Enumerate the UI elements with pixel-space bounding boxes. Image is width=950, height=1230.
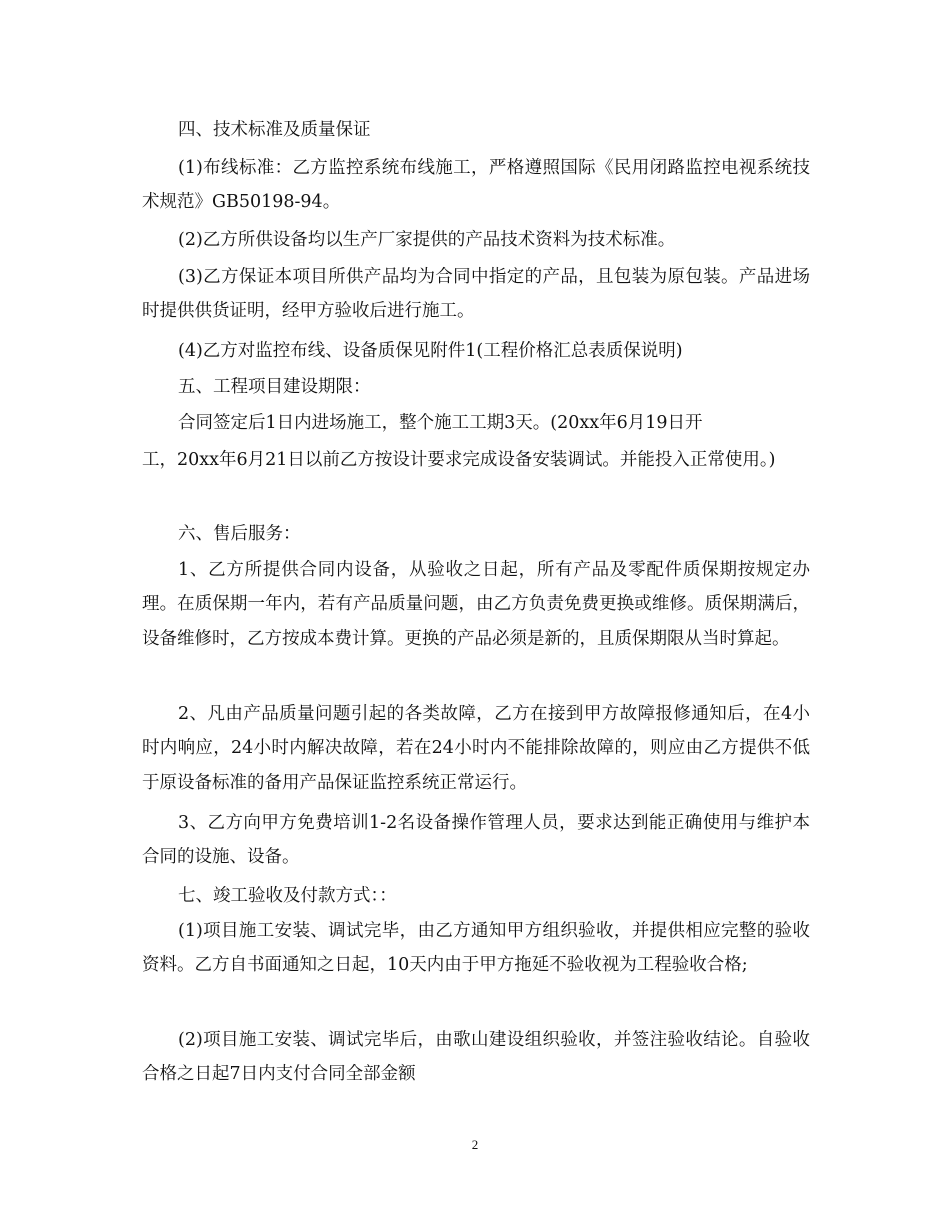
paragraph-product-guarantee: (3)乙方保证本项目所供产品均为合同中指定的产品，且包装为原包装。产品进场时提供供货证明，经甲方验收后进行施工。 bbox=[142, 267, 810, 322]
section-heading-acceptance-payment: 七、竣工验收及付款方式：： bbox=[178, 886, 397, 906]
paragraph-acceptance-procedure: (1)项目施工安装、调试完毕，由乙方通知甲方组织验收，并提供相应完整的验收资料。乙方自书面通知之日起，10天内由于甲方拖延不验收视为工程验收合格; bbox=[142, 921, 810, 976]
paragraph-construction-start: 合同签定后1日内进场施工，整个施工工期3天。(20xx年6月19日开 bbox=[178, 413, 703, 433]
paragraph-warranty-attachment: (4)乙方对监控布线、设备质保见附件1(工程价格汇总表质保说明) bbox=[178, 341, 683, 361]
paragraph-wiring-standard: (1)布线标准：乙方监控系统布线施工，严格遵照国际《民用闭路监控电视系统技术规范》GB50198-94。 bbox=[142, 158, 810, 213]
paragraph-after-sales-warranty: 1、乙方所提供合同内设备，从验收之日起，所有产品及零配件质保期按规定办理。在质保期一年内，若有产品质量问题，由乙方负责免费更换或维修。质保期满后，设备维修时，乙方按成本费计算。更换的产品必须是新的，且质保期限从当时算起。 bbox=[142, 560, 810, 649]
paragraph-fault-response: 2、凡由产品质量问题引起的各类故障，乙方在接到甲方故障报修通知后，在4小时内响应，24小时内解决故障，若在24小时内不能排除故障的，则应由乙方提供不低于原设备标准的备用产品保证监控系统正常运行。 bbox=[142, 704, 810, 793]
paragraph-construction-completion: 工，20xx年6月21日以前乙方按设计要求完成设备安装调试。并能投入正常使用。) bbox=[142, 450, 776, 470]
section-heading-construction-period: 五、工程项目建设期限： bbox=[178, 377, 371, 397]
section-heading-after-sales: 六、售后服务： bbox=[178, 524, 301, 544]
page-number: 2 bbox=[471, 1137, 479, 1152]
paragraph-payment-terms: (2)项目施工安装、调试完毕后，由歌山建设组织验收，并签注验收结论。自验收合格之日起7日内支付合同全部金额 bbox=[142, 1030, 810, 1085]
paragraph-training: 3、乙方向甲方免费培训1-2名设备操作管理人员，要求达到能正确使用与维护本合同的设施、设备。 bbox=[142, 813, 810, 868]
paragraph-equipment-standard: (2)乙方所供设备均以生产厂家提供的产品技术资料为技术标准。 bbox=[178, 230, 676, 250]
section-heading-technical-standards: 四、技术标准及质量保证 bbox=[178, 120, 371, 140]
